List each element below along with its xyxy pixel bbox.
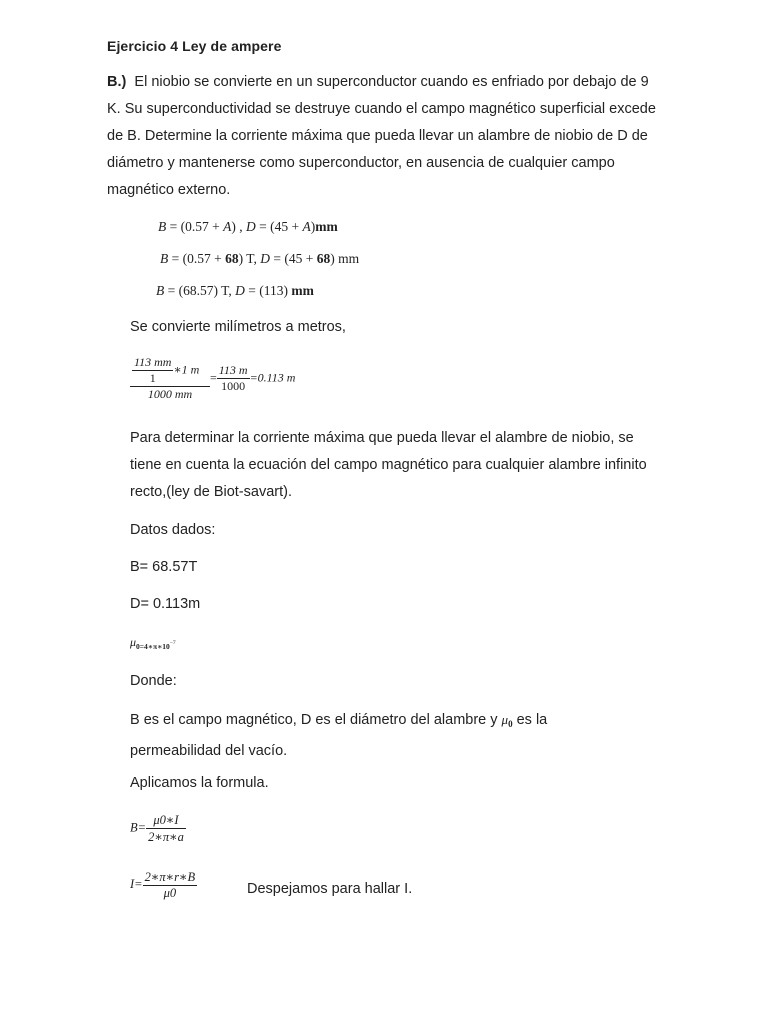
problem-text: El niobio se convierte en un superconductor cuando es enfriado por debajo de 9 K. Su superconductividad se destruye cuando el campo magnético superficial excede de B. Determine la corriente máxima que pueda llevar un alambre de niobio de D de diámetro y mantenerse como superconductor, en ausencia de cualquier campo magnético externo. — [107, 74, 656, 198]
document-title: Ejercicio 4 Ley de ampere — [107, 38, 282, 54]
solve-text: Despejamos para hallar I. — [247, 881, 413, 897]
formula-i: I= $\frac{2∗\pi∗r∗B}{\mu 0}$ — [130, 870, 196, 900]
conversion-equation: $\frac{113 mm}{1}$ ∗1 m 1000 mm = $\frac{113 m}{1000}$ =0.113 m — [130, 355, 295, 402]
data-d-value: D= 0.113m — [130, 596, 201, 612]
conversion-text: Se convierte milímetros a metros, — [130, 319, 346, 335]
problem-statement — [107, 69, 663, 204]
given-line-3: B = (68.57) T, D = (113) mm — [156, 283, 314, 298]
mu-constant: $\mu_{0=4∗\pi∗10}-7$ — [130, 635, 176, 651]
problem-label: B.) — [107, 74, 127, 90]
apply-formula-text: Aplicamos la formula. — [130, 775, 269, 791]
donde-label: Donde: — [130, 673, 177, 689]
given-line-1: B = (0.57 + A) , D = (45 + A)mm — [158, 219, 338, 234]
formula-b: B= $\frac{\mu 0∗I}{2∗\pi∗a}$ — [130, 813, 184, 844]
data-heading: Datos dados: — [130, 522, 216, 538]
where-description: B es el campo magnético, D es el diámetro del alambre y $\mu_0$ es la permeabilidad del vacío. — [130, 712, 548, 759]
explanation-text: Para determinar la corriente máxima que pueda llevar el alambre de niobio, se tiene en cuenta la ecuación del campo magnético para cualquier alambre infinito recto,(ley de Biot-savart). — [130, 430, 647, 500]
given-line-2: B = (0.57 + 68) T, D = (45 + 68) mm — [160, 251, 360, 266]
data-b-value: B= 68.57T — [130, 559, 198, 575]
